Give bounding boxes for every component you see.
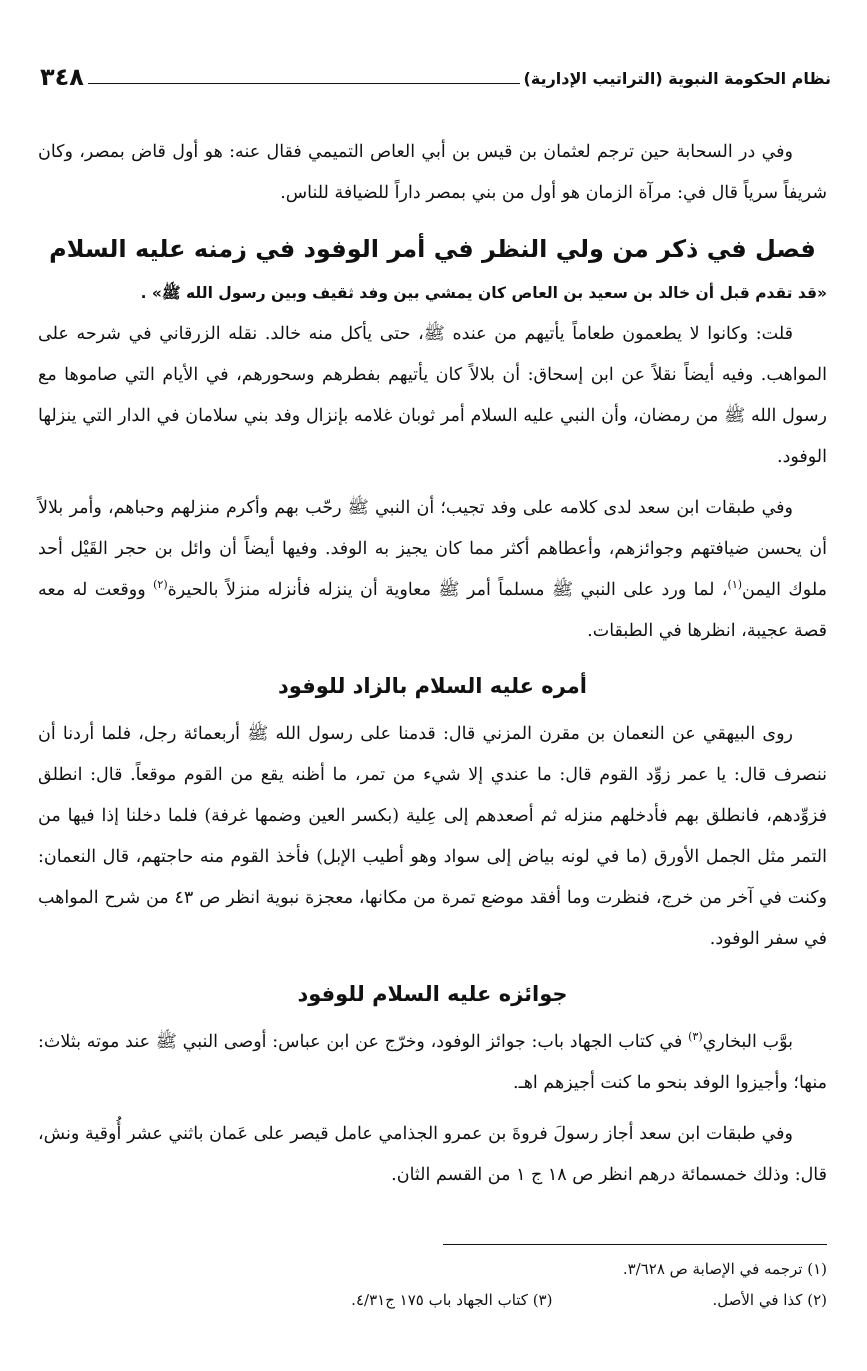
footnote-marker-3[interactable]: (٣) — [688, 1030, 703, 1044]
paragraph-zurqani: قلت: وكانوا لا يطعمون طعاماً يأتيهم من عنده ﷺ، حتى يأكل منه خالد. نقله الزرقاني في شرحه على المواهب. وفيه أيضاً نقلاً عن ابن إسحاق: أن بلالاً كان يأتيهم بفطرهم وسحورهم، في الأيام التي صاموها مع رسول الله ﷺ من رمضان، وأن النبي عليه السلام أمر ثوبان غلامه بإنزال وفد بني سلامان في الدار التي ينزلها الوفود. — [38, 324, 827, 467]
paragraph-text-part: في كتاب الجهاد باب: جوائز الوفود، وخرّج عن ابن عباس: أوصى النبي ﷺ عند موته بثلاث: منها؛ وأجيزوا الوفد بنحو ما كنت أجيزهم اهـ. — [38, 1032, 827, 1093]
quoted-statement: «قد تقدم قبل أن خالد بن سعيد بن العاص كان يمشي بين وفد ثقيف وبين رسول الله ﷺ» . — [140, 284, 827, 302]
footnote-line-1 — [100, 1254, 827, 1285]
subheading-zad: أمره عليه السلام بالزاد للوفود — [278, 674, 587, 698]
header-rule — [88, 83, 520, 84]
page-body — [38, 132, 827, 1206]
paragraph-text-part: وفي طبقات ابن سعد لدى كلامه على وفد تجيب؛ أن النبي ﷺ رحّب بهم وأكرم منزلهم وحباهم، وأمر بلالاً أن يحسن ضيافتهم وجوائزهم، وأعطاهم أكثر مما كان يجيز به الوفد. وفيها أيضاً أن وائل بن حجر القَيْل أحد ملوك اليمن — [38, 498, 828, 600]
paragraph-farwa: وفي طبقات ابن سعد أجاز رسولَ فروةَ بن عمرو الجذامي عامل قيصر على عَمان باثني عشر أُوقية ونش، قال: وذلك خمسمائة درهم انظر ص ١٨ ج ١ من القسم الثان. — [38, 1124, 827, 1185]
paragraph-ibn-saad-tujib — [38, 488, 827, 652]
subheading-jawaiz: جوائزه عليه السلام للوفود — [297, 982, 568, 1006]
paragraph-bukhari — [38, 1022, 827, 1104]
paragraph-text-part: بوَّب البخاري — [702, 1032, 793, 1052]
page-number: ٣٤٨ — [40, 63, 84, 91]
running-header — [30, 52, 831, 92]
footnote-separator — [443, 1244, 827, 1245]
footnote-2: (٢) كذا في الأصل. — [712, 1291, 827, 1309]
paragraph-text-part: ووقعت له معه قصة عجيبة، انظرها في الطبقات. — [38, 580, 827, 641]
paragraph-text-part: ، لما ورد على النبي ﷺ مسلماً أمر ﷺ معاوية أن ينزله فأنزله منزلاً بالحيرة — [167, 580, 728, 600]
footnote-line-2 — [100, 1285, 827, 1316]
footnote-1: (١) ترجمه في الإصابة ص ٣/٦٢٨. — [622, 1260, 827, 1278]
footnote-marker-1[interactable]: (١) — [727, 578, 743, 592]
footnote-3: (٣) كتاب الجهاد باب ١٧٥ ج٤/٣١. — [351, 1291, 553, 1309]
footnotes — [100, 1254, 827, 1316]
footnote-marker-2[interactable]: (٢) — [153, 578, 168, 592]
running-title: نظام الحكومة النبوية (التراتيب الإدارية) — [523, 69, 831, 88]
section-heading-wufud: فصل في ذكر من ولي النظر في أمر الوفود في زمنه عليه السلام — [49, 235, 816, 263]
paragraph-dur-al-sahaba: وفي در السحابة حين ترجم لعثمان بن قيس بن أبي العاص التميمي فقال عنه: هو أول قاض بمصر، وكان شريفاً سرياً قال في: مرآة الزمان هو أول من بني بمصر داراً للضيافة للناس. — [38, 142, 827, 203]
paragraph-bayhaqi: روى البيهقي عن النعمان بن مقرن المزني قال: قدمنا على رسول الله ﷺ أربعمائة رجل، فلما أردنا أن ننصرف قال: يا عمر زوِّد القوم قال: ما عندي إلا شيء من تمر، ما أظنه يقع من القوم موقعاً. قال: انطلق فزوِّدهم، فانطلق بهم فأدخلهم منزله ثم أصعدهم إلى عِلية (بكسر العين وضمها غرفة) فلما دخلنا إذا فيها من التمر مثل الجمل الأورق (ما في لونه بياض إلى سواد وهو أطيب الإبل) فأخذ القوم منه حاجتهم، قال النعمان: وكنت في آخر من خرج، فنظرت وما أفقد موضع تمرة من مكانها، معجزة نبوية انظر ص ٤٣ من شرح المواهب في سفر الوفود. — [38, 724, 828, 949]
